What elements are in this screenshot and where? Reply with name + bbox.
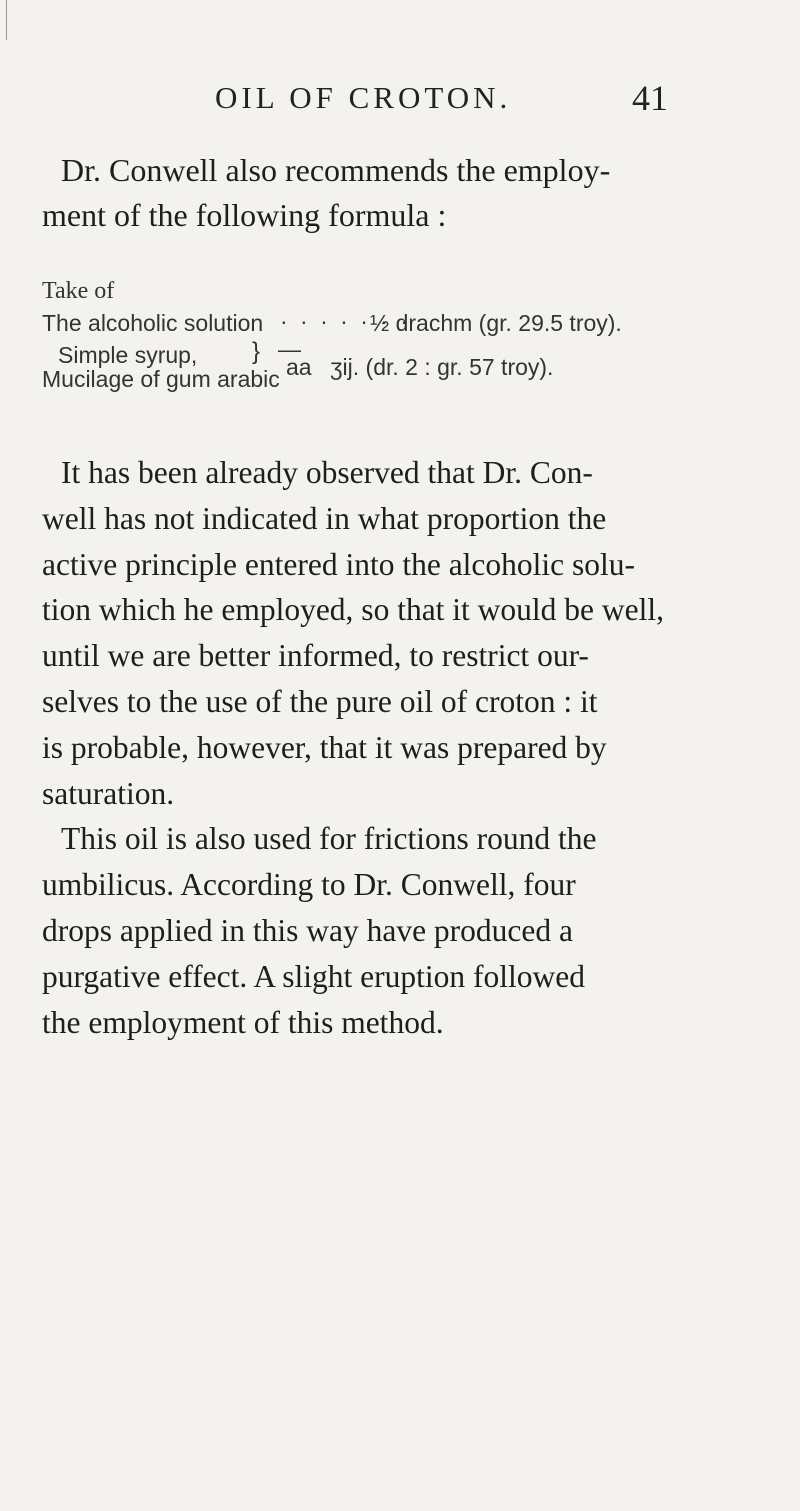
intro-line: Dr. Conwell also recommends the employ- <box>61 152 611 188</box>
formula-dash: — <box>278 336 301 362</box>
body-line: the employment of this method. <box>42 1004 444 1040</box>
intro-line: ment of the following formula : <box>42 197 447 233</box>
formula-quantity: ʒij. (dr. 2 : gr. 57 troy). <box>330 354 554 380</box>
page-edge-line <box>6 0 7 40</box>
intro-paragraph <box>42 148 762 238</box>
formula-quantity: ½ drachm (gr. 29.5 troy). <box>370 310 622 336</box>
body-line: is probable, however, that it was prepared by <box>42 729 607 765</box>
body-line: tion which he employed, so that it would be well, <box>42 592 665 628</box>
body-line: It has been already observed that Dr. Con- <box>61 455 593 490</box>
formula-ingredient: The alcoholic solution <box>42 310 264 336</box>
formula-take: Take of <box>42 278 115 304</box>
formula-ingredient: Mucilage of gum arabic <box>42 366 280 392</box>
body-line: purgative effect. A slight eruption followed <box>42 958 585 994</box>
body-line: well has not indicated in what proportion the <box>42 500 607 536</box>
page-number: 41 <box>632 78 668 118</box>
body-line: selves to the use of the pure oil of croton : it <box>42 683 598 719</box>
formula-aa: aa <box>286 354 312 380</box>
body-text <box>42 450 767 1045</box>
body-line: drops applied in this way have produced a <box>42 912 573 948</box>
body-line: This oil is also used for frictions round the <box>61 821 597 857</box>
formula-leader-dots: · · · · · · · <box>280 308 411 334</box>
body-line: saturation. <box>42 775 175 811</box>
body-line: umbilicus. According to Dr. Conwell, four <box>42 867 576 903</box>
body-line: until we are better informed, to restrict our- <box>42 638 589 674</box>
running-title: OIL OF CROTON. <box>215 80 512 115</box>
formula-ingredient: Simple syrup, <box>58 342 198 368</box>
body-line: active principle entered into the alcoholic solu- <box>42 546 636 582</box>
formula-brace: } <box>252 338 261 365</box>
